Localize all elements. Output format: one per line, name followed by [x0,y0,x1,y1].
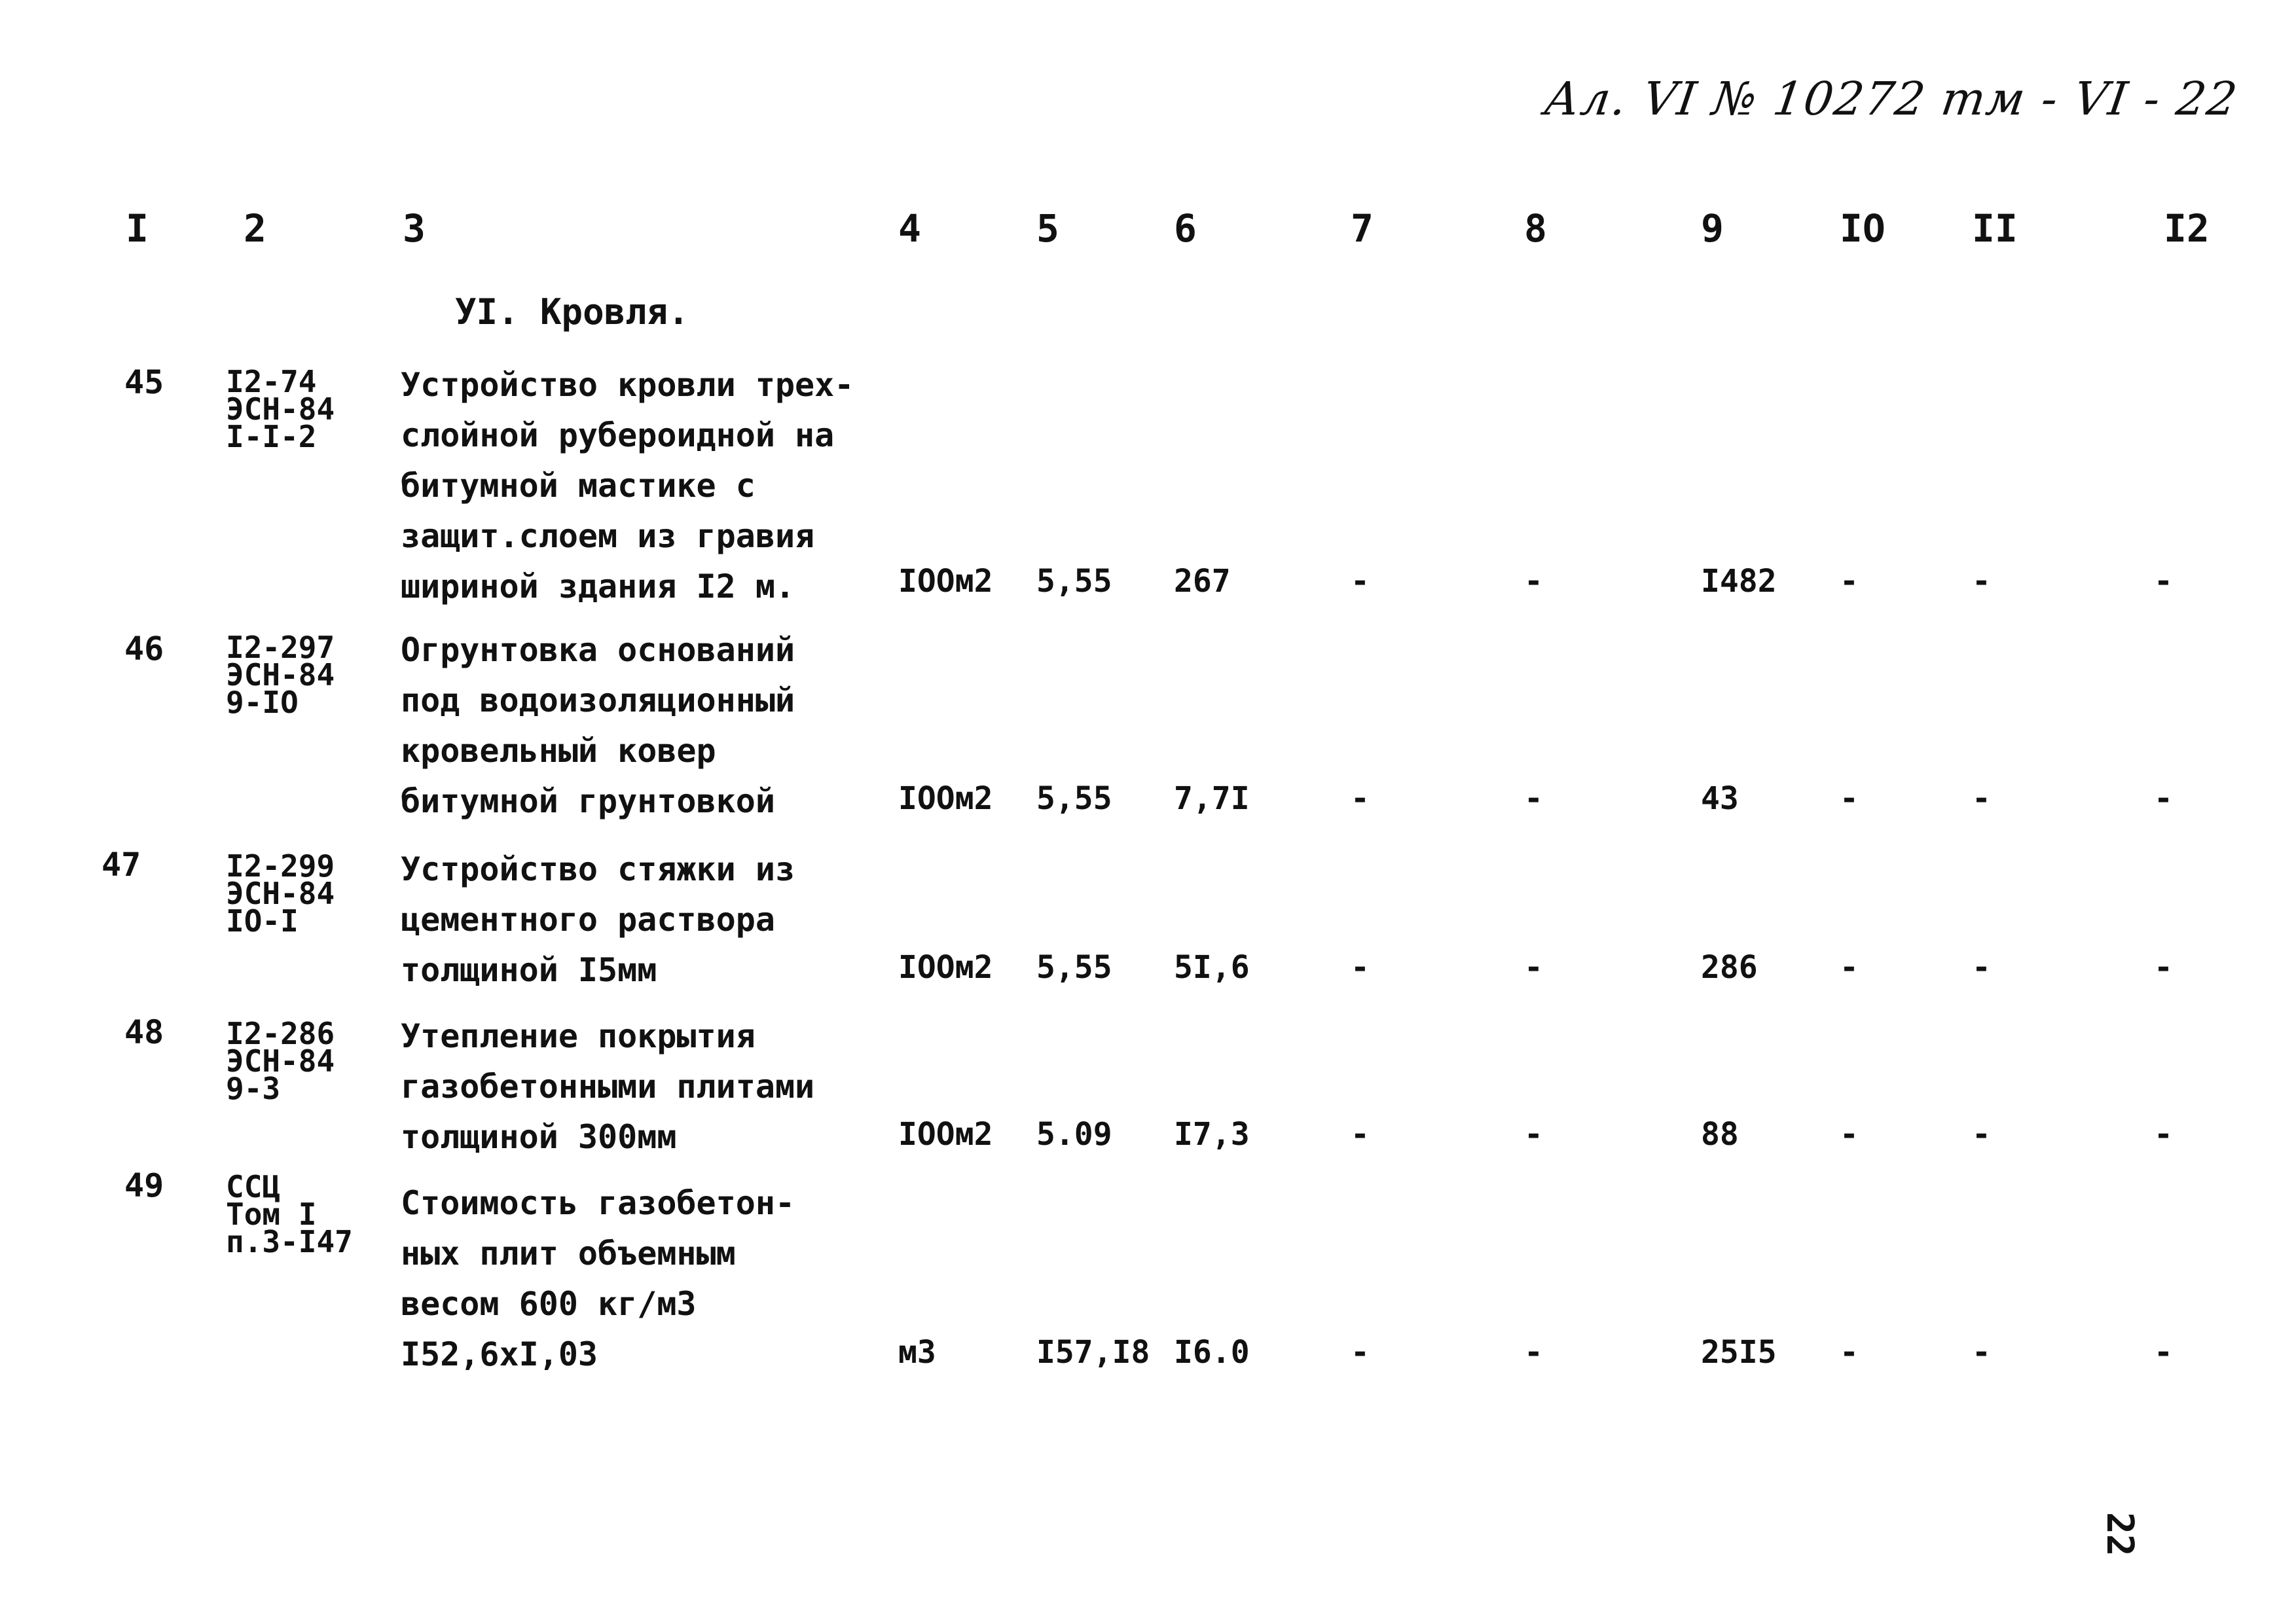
col12-cell: - [2154,1116,2173,1153]
code-line: I2-297 [226,630,335,665]
description-line: кровельный ковер [401,732,716,770]
col8-cell: - [1524,1116,1543,1153]
column-header-10: IO [1840,206,1886,251]
code-line: ЭСН-84 [226,1043,335,1079]
column-header-8: 8 [1524,206,1547,251]
column-header-12: I2 [2164,206,2210,251]
code-line: ЭСН-84 [226,391,335,427]
unit-cell: IOOм2 [898,949,993,986]
quantity-cell: 5,55 [1036,780,1112,817]
description-line: защит.слоем из гравия [401,517,815,555]
col7-cell: - [1351,1334,1370,1371]
code-line: 9-3 [226,1071,281,1106]
price-cell: I7,3 [1174,1116,1250,1153]
col11-cell: - [1972,563,1991,600]
code-line: I2-299 [226,848,335,884]
description-line: I52,6хI,03 [401,1335,598,1373]
column-header-7: 7 [1351,206,1374,251]
col8-cell: - [1524,563,1543,600]
row-description [401,625,795,827]
col10-cell: - [1840,949,1859,986]
description-line: цементного раствора [401,901,775,939]
col10-cell: - [1840,1116,1859,1153]
col12-cell: - [2154,949,2173,986]
row-code [226,364,335,454]
row-code [226,630,335,720]
description-line: Устройство кровли трех- [401,366,854,404]
code-line: ССЦ [226,1169,281,1204]
quantity-cell: 5.09 [1036,1116,1112,1153]
column-header-9: 9 [1701,206,1724,251]
description-line: под водоизоляционный [401,681,795,719]
col12-cell: - [2154,563,2173,600]
column-header-5: 5 [1036,206,1059,251]
description-line: ных плит объемным [401,1235,736,1272]
description-line: толщиной 300мм [401,1118,677,1156]
description-line: Стоимость газобетон- [401,1184,795,1222]
col9-cell: 43 [1701,780,1739,817]
col12-cell: - [2154,1334,2173,1371]
column-header-6: 6 [1174,206,1197,251]
description-line: газобетонными плитами [401,1068,815,1106]
description-line: Устройство стяжки из [401,850,795,888]
row-number: 47 [101,846,141,884]
row-description [401,360,854,612]
row-description [401,844,795,996]
price-cell: I6.0 [1174,1334,1250,1371]
description-line: Утепление покрытия [401,1017,756,1055]
col12-cell: - [2154,780,2173,817]
col11-cell: - [1972,949,1991,986]
price-cell: 7,7I [1174,780,1250,817]
quantity-cell: 5,55 [1036,949,1112,986]
column-header-2: 2 [244,206,266,251]
col11-cell: - [1972,1334,1991,1371]
description-line: шириной здания I2 м. [401,568,795,605]
col7-cell: - [1351,563,1370,600]
row-number: 49 [124,1166,164,1204]
quantity-cell: I57,I8 [1036,1334,1150,1371]
code-line: IO-I [226,903,299,939]
unit-cell: IOOм2 [898,780,993,817]
col8-cell: - [1524,1334,1543,1371]
document-reference: Ал. VI № 10272 тм - VI - 22 [1541,72,2242,126]
col7-cell: - [1351,949,1370,986]
row-number: 45 [124,363,164,401]
column-header-11: II [1972,206,2018,251]
price-cell: 5I,6 [1174,949,1250,986]
description-line: битумной мастике с [401,467,756,505]
col10-cell: - [1840,780,1859,817]
row-description [401,1011,814,1163]
unit-cell: IOOм2 [898,563,993,600]
col8-cell: - [1524,949,1543,986]
code-line: ЭСН-84 [226,876,335,911]
code-line: I2-286 [226,1016,335,1051]
col9-cell: 88 [1701,1116,1739,1153]
code-line: 9-IO [226,685,299,720]
code-line: ЭСН-84 [226,657,335,693]
col11-cell: - [1972,1116,1991,1153]
description-line: весом 600 кг/м3 [401,1285,697,1323]
col7-cell: - [1351,1116,1370,1153]
row-code [226,1169,353,1259]
column-header-4: 4 [898,206,921,251]
row-number: 46 [124,630,164,668]
row-code [226,848,335,939]
col10-cell: - [1840,563,1859,600]
col9-cell: 25I5 [1701,1334,1777,1371]
description-line: слойной рубероидной на [401,416,835,454]
col8-cell: - [1524,780,1543,817]
quantity-cell: 5,55 [1036,563,1112,600]
code-line: п.3-I47 [226,1224,353,1259]
col7-cell: - [1351,780,1370,817]
description-line: битумной грунтовкой [401,782,775,820]
col9-cell: I482 [1701,563,1777,600]
column-header-1: I [126,206,149,251]
unit-cell: IOOм2 [898,1116,993,1153]
unit-cell: м3 [898,1334,936,1371]
col9-cell: 286 [1701,949,1758,986]
column-header-3: 3 [403,206,426,251]
row-number: 48 [124,1013,164,1051]
code-line: I2-74 [226,364,317,399]
row-description [401,1178,795,1380]
col11-cell: - [1972,780,1991,817]
price-cell: 267 [1174,563,1231,600]
code-line: Том I [226,1197,317,1232]
description-line: толщиной I5мм [401,951,657,989]
section-title: УI. Кровля. [455,291,689,333]
page-number: 22 [2098,1512,2141,1557]
code-line: I-I-2 [226,419,317,454]
description-line: Огрунтовка оснований [401,631,795,669]
col10-cell: - [1840,1334,1859,1371]
row-code [226,1016,335,1106]
